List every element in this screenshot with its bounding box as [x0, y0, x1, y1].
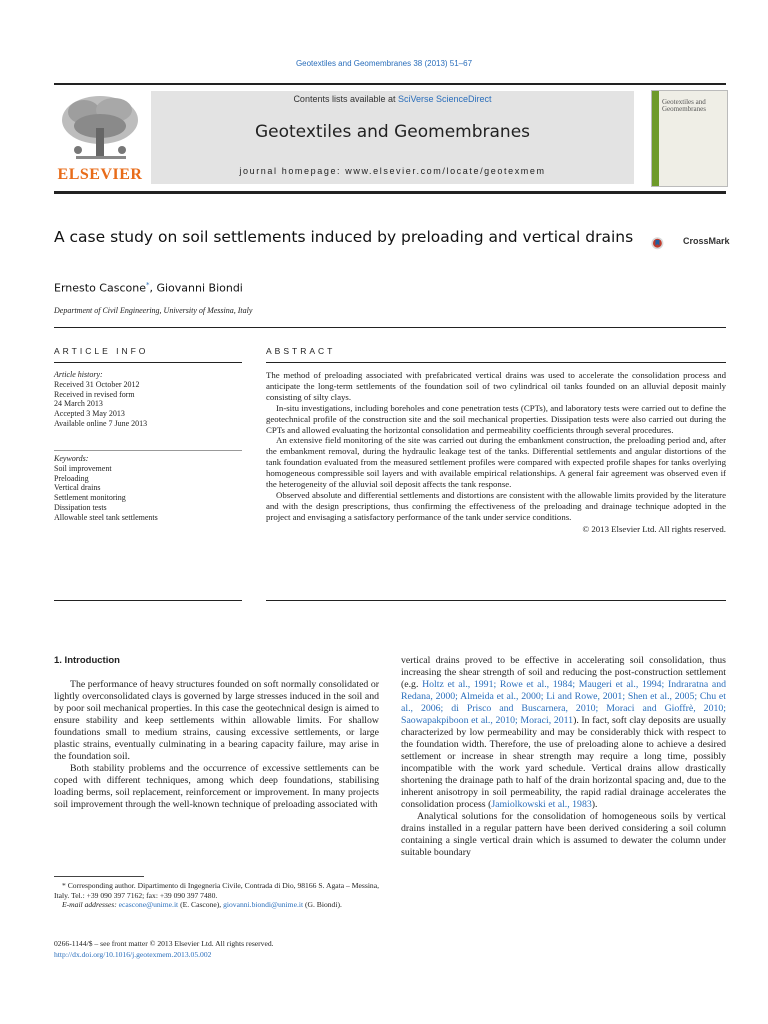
elsevier-wordmark: ELSEVIER	[57, 166, 143, 183]
footnote	[54, 881, 379, 910]
author-list	[54, 281, 243, 295]
doi-link[interactable]: http://dx.doi.org/10.1016/j.geotexmem.2013.05.002	[54, 950, 212, 959]
abstract-copyright: © 2013 Elsevier Ltd. All rights reserved.	[582, 523, 726, 534]
abstract-heading: ABSTRACT	[266, 346, 336, 356]
history-item: Available online 7 June 2013	[54, 418, 148, 428]
email-owner: (G. Biondi).	[303, 900, 342, 910]
journal-reference-link[interactable]: Geotextiles and Geomembranes 38 (2013) 51–67	[295, 59, 473, 68]
crossmark-label[interactable]: CrossMark	[683, 236, 730, 246]
body-paragraph: Both stability problems and the occurrence of excessive settlements can be coped with different techniques, among which deep foundations, stabilising loading berms, soil replacement, reinforcement or improvement. In many projects soil improvement through the well-known technique of preloading associated with	[54, 763, 379, 810]
abstract-paragraph: The method of preloading associated with prefabricated vertical drains was used to accelerate the consolidation process and anticipate the long-term settlements of the foundation soil of two cylindrical oil tanks founded on an alluvial deposit mainly consisting of silty clays.	[266, 370, 726, 402]
article-info-heading: ARTICLE INFO	[54, 346, 149, 356]
abstract-rule-bottom	[266, 600, 726, 601]
abstract-text	[266, 370, 726, 535]
header-top-rule	[54, 83, 726, 85]
sciencedirect-link[interactable]: SciVerse ScienceDirect	[398, 94, 492, 104]
keyword: Dissipation tests	[54, 502, 107, 512]
keyword: Soil improvement	[54, 463, 112, 473]
keyword: Preloading	[54, 473, 89, 483]
issn-line: 0266-1144/$ – see front matter © 2013 Elsevier Ltd. All rights reserved.	[54, 939, 274, 948]
citation-links[interactable]: Holtz et al., 1991; Rowe et al., 1984; Maugeri et al., 1994; Indraratna and Redana, 2000; Almeida et al., 2000; Li and Rowe, 2001; Shen et al., 2005; Chu et al., 2006; di Prisco and Buscarnera, 2010; Moraci and Gioffrè, 2010; Saowapakpiboon et al., 2010; Moraci, 2011	[401, 679, 727, 726]
keywords-label: Keywords:	[54, 454, 89, 463]
contents-prefix: Contents lists available at	[293, 94, 398, 104]
email-line	[54, 900, 379, 910]
body-text: vertical drains proved to be effective in accelerating soil consolidation, thus increasing the shear strength of soil and reducing the post-construction settlement (e.g.	[401, 655, 726, 690]
keyword: Settlement monitoring	[54, 493, 126, 503]
corresponding-author-note: * Corresponding author. Dipartimento di Ingegneria Civile, Contrada di Dio, 98166 S. Agata – Messina, Italy. Tel.: +39 090 397 7162; fax: +39 090 397 7480.	[54, 881, 379, 900]
email-owner: (E. Cascone),	[178, 900, 224, 910]
keyword: Vertical drains	[54, 483, 101, 493]
article-info-rule-bottom	[54, 600, 242, 601]
header-bottom-rule	[54, 191, 726, 194]
crossmark-icon[interactable]	[651, 228, 683, 260]
affiliation: Department of Civil Engineering, University of Messina, Italy	[54, 306, 253, 315]
journal-cover-image[interactable]	[651, 90, 728, 187]
history-item: 24 March 2013	[54, 399, 103, 409]
journal-title: Geotextiles and Geomembranes	[254, 122, 531, 142]
body-paragraph: Analytical solutions for the consolidation of homogeneous soils by vertical drains installed in a regular pattern have been derived considering a soil column containing a single vertical drain which is assumed to dewater the column under suitable boundary	[401, 811, 726, 858]
email-link-biondi[interactable]: giovanni.biondi@unime.it	[223, 900, 304, 910]
author-separator: ,	[149, 281, 157, 295]
body-left-column	[54, 655, 379, 811]
body-paragraph	[401, 655, 726, 811]
article-info-divider	[54, 450, 242, 451]
author-cascone[interactable]: Ernesto Cascone	[54, 281, 146, 295]
keywords-block	[54, 454, 242, 523]
body-text: ). In fact, soft clay deposits are usually characterized by low permeability and may be considerably thick with respect to the foundation width. Therefore, the use of preloading alone to achieve a desired settlement or increase in shear strength may require a long time, possibly incompatible with the work yard schedule. Vertical drains allow drastically shortening the drainage path to half of the drain horizontal spacing and, due to the inherent anisotropy in soil permeability, the rapid radial drainage accelerates the consolidation process (	[401, 715, 726, 810]
body-text: ).	[591, 799, 598, 810]
body-paragraph: The performance of heavy structures founded on soft normally consolidated or lightly overconsolidated clays is governed by large stresses induced in the soil and by poor soil mechanical properties. In this case the geotechnical design is aimed to ensure stability and keep settlements within allowable limits. For shallow foundations small to medium strains, causing excessive settlements, or large plastic strains, eventually culminating in a bearing capacity failure, may arise in the foundation soil.	[54, 679, 379, 762]
title-block-rule	[54, 327, 726, 328]
email-label: E-mail addresses:	[62, 900, 117, 910]
article-title: A case study on soil settlements induced by preloading and vertical drains	[54, 228, 634, 246]
abstract-paragraph: In-situ investigations, including boreholes and cone penetration tests (CPTs), and laboratory tests were carried out to define the geotechnical profile of the construction site and the soil mechanical properties. Dissipation tests were also carried out during the CPTs and allowed evaluating the horizontal consolidation and permeability coefficients through several procedures.	[266, 402, 726, 435]
citation-link-jamiolkowski[interactable]: Jamiolkowski et al., 1983	[491, 799, 592, 810]
body-right-column	[401, 655, 726, 859]
article-info-rule-top	[54, 362, 242, 363]
email-link-cascone[interactable]: ecascone@unime.it	[118, 900, 179, 910]
history-label: Article history:	[54, 370, 103, 379]
journal-homepage[interactable]: journal homepage: www.elsevier.com/locate/geotexmem	[239, 166, 546, 176]
abstract-paragraph: Observed absolute and differential settlements and distortions are consistent with the allowable limits provided by the literature and with the design prescriptions, thus confirming the effectiveness of the preloading and drainage technique adopted in the project and envisaging a satisfactory performance of the tank under service conditions.	[266, 489, 726, 522]
contents-availability	[151, 94, 634, 104]
article-history	[54, 370, 242, 429]
footnote-rule	[54, 876, 144, 877]
cover-green-band	[652, 91, 659, 186]
history-item: Received 31 October 2012	[54, 379, 140, 389]
abstract-paragraph: An extensive field monitoring of the site was carried out during the embankment construction, the preloading period and, after the embankment removal, during the hydraulic leakage test of the tanks. Differential settlements and angular distortions of the tank foundation evaluated from the measured settlement profiles were compared with expected profile shapes for tanks overlying homogeneous compressible soil layers and with available empirical relationships. A general fair agreement was observed even if the heterogeneity of the alluvial soil deposit affects the tank response.	[266, 435, 726, 490]
publication-info	[54, 938, 379, 960]
history-item: Received in revised form	[54, 389, 135, 399]
history-item: Accepted 3 May 2013	[54, 409, 125, 419]
author-biondi[interactable]: Giovanni Biondi	[156, 281, 243, 295]
keyword: Allowable steel tank settlements	[54, 512, 158, 522]
corresponding-author-mark[interactable]: *	[145, 281, 150, 289]
abstract-rule-top	[266, 362, 726, 363]
cover-title: Geotextiles and Geomembranes	[662, 98, 706, 113]
section-heading-introduction: 1. Introduction	[54, 655, 120, 666]
